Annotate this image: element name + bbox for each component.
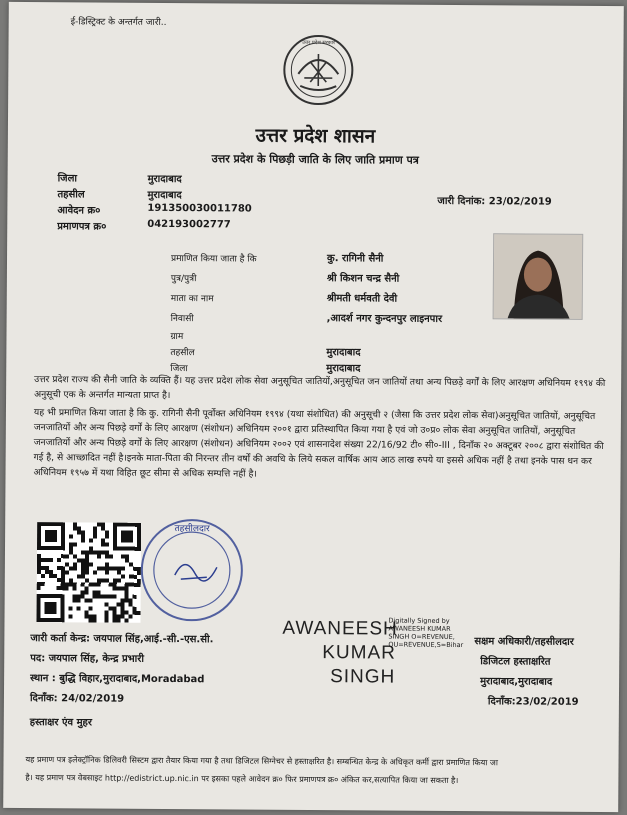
sig-detail-2: AWANEESH KUMAR [388, 624, 451, 633]
seal-text: तहसीलदार [174, 524, 210, 535]
person-district-value: मुरादाबाद [326, 363, 361, 375]
person-tehsil-value: मुरादाबाद [326, 347, 361, 359]
certificate-title: उत्तर प्रदेश शासन [255, 124, 376, 148]
authority-line1: सक्षम अधिकारी/तहसीलदार [474, 636, 574, 648]
authority-line2: डिजिटल हस्ताक्षरित [480, 656, 551, 668]
sig-detail-3: SINGH O=REVENUE, [388, 632, 455, 641]
signer-name-line2: KUMAR [322, 642, 396, 664]
footer-line2: है। यह प्रमाण पत्र वेबसाइट http://edistrict.up.nic.in पर इसका पहले आवेदन क्र० फिर प्रमाणपत्र क्र० अंकित कर,सत्यापित किया जा सकता है। [25, 772, 459, 786]
top-note: ई-डिस्ट्रिक्ट के अन्तर्गत जारी.. [70, 17, 167, 28]
application-label: आवेदन क्र० [57, 205, 101, 217]
relation-label: पुत्र/पुत्री [170, 274, 197, 285]
certified-value: कु. रागिनी सैनी [326, 253, 384, 265]
person-tehsil-label: तहसील [170, 347, 195, 359]
mother-label: माता का नाम [170, 294, 214, 305]
tehsil-label: तहसील [57, 189, 85, 201]
emblem-text: उत्तर प्रदेश सरकार [302, 39, 336, 47]
digital-signature-details [388, 617, 463, 650]
district-value: मुरादाबाद [147, 173, 182, 186]
issuer-post: पद: जयपाल सिंह, केन्द्र प्रभारी [30, 653, 144, 665]
sig-detail-4: OU=REVENUE,S=Bihar [388, 640, 464, 650]
person-district-label: जिला [170, 363, 188, 375]
official-seal-stamp [136, 515, 247, 626]
up-emblem-icon [282, 34, 355, 107]
district-label: जिला [57, 173, 78, 185]
caste-paragraph: उत्तर प्रदेश राज्य की सैनी जाति के व्यक्ति हैं। यह उत्तर प्रदेश लोक सेवा अनुसूचित जातियों,अनुसूचित जन जातियों तथा अन्य पिछड़े वर्गों के लिए आरक्षण अधिनियम १९९४ की अनुसूची एक के अन्तर्गत मान्यता प्राप्त है। [34, 374, 606, 402]
qr-code [36, 522, 141, 623]
authority-line4: दिनाँक:23/02/2019 [487, 696, 579, 708]
certification-paragraph: यह भी प्रमाणित किया जाता है कि कु. रागिनी सैनी पूर्वोक्त अधिनियम १९९४ (यथा संशोधित) की अनुसूची २ (जैसा कि उत्तर प्रदेश लोक सेवा)अनुसूचित जातियों, अनुसूचित जनजातियों और अन्य पिछड़े वर्गों के लिए आरक्षण (संशोधन) अधिनियम २००१ द्वारा प्रतिस्थापित किया गया है एवं जो उ०प्र० लोक सेवा अनुसूचित जातियों, अनुसूचित जनजातियों और अन्य पिछड़े वर्गों के लिए आरक्षण (संशोधन) अधिनियम २००२ एवं शासनादेश संख्या 22/16/92 टी० सी०-III , दिनाँक २० अक्टूबर २००८ द्वारा संशोधित की गई है, से आच्छादित नहीं है।इनके माता-पिता की निरन्तर तीन वर्षों की अवधि के लिये सकल वार्षिक आय आठ लाख रुपये या इससे अधिक नहीं है तथा इनके पास धन कर अधिनियम १९५७ में यथा विहित छूट सीमा से अधिक सम्पत्ति नहीं है। [33, 407, 604, 480]
issuer-center: जारी कर्ता केन्द्र: जयपाल सिंह,आई.-सी.-एस.सी. [30, 633, 214, 646]
applicant-photo [493, 233, 584, 320]
certificate-paper [3, 2, 624, 812]
certificate-no-label: प्रमाणपत्र क्र० [57, 221, 107, 233]
issue-date: जारी दिनांक: 23/02/2019 [437, 195, 552, 208]
issuer-stamp-label: हस्ताक्षर एंव मुहर [29, 717, 93, 729]
village-label: ग्राम [170, 332, 184, 343]
resident-label: निवासी [170, 314, 194, 325]
signer-name-line1: AWANEESH [282, 617, 398, 640]
certificate-subtitle: उत्तर प्रदेश के पिछड़ी जाति के लिए जाति प्रमाण पत्र [211, 152, 419, 167]
application-value: 191350030011780 [147, 202, 252, 215]
relation-value: श्री किशन चन्द्र सैनी [326, 273, 400, 285]
sig-detail-1: Digitally Signed by [388, 616, 450, 625]
issuer-place: स्थान : बुद्धि विहार,मुरादाबाद,Moradabad [30, 673, 205, 686]
footer-line1: यह प्रमाण पत्र इलेक्ट्रॉनिक डिलिवरी सिस्टम द्वारा तैयार किया गया है तथा डिजिटल सिग्नेचर से हस्ताक्षरित है। सम्बन्धित केन्द्र के अधिकृत कर्मी द्वारा प्रमाणित किया जा [25, 754, 498, 768]
certified-label: प्रमाणित किया जाता है कि [170, 254, 257, 265]
issuer-date: दिनाँक: 24/02/2019 [29, 693, 125, 705]
authority-line3: मुरादाबाद,मुरादाबाद [480, 676, 553, 688]
tehsil-value: मुरादाबाद [147, 189, 182, 202]
resident-value: ,आदर्श नगर कुन्दनपुर लाइनपार [326, 313, 443, 325]
signer-name-line3: SINGH [330, 666, 396, 688]
certificate-no-value: 042193002777 [147, 218, 231, 231]
mother-value: श्रीमती धर्मवती देवी [326, 293, 398, 305]
